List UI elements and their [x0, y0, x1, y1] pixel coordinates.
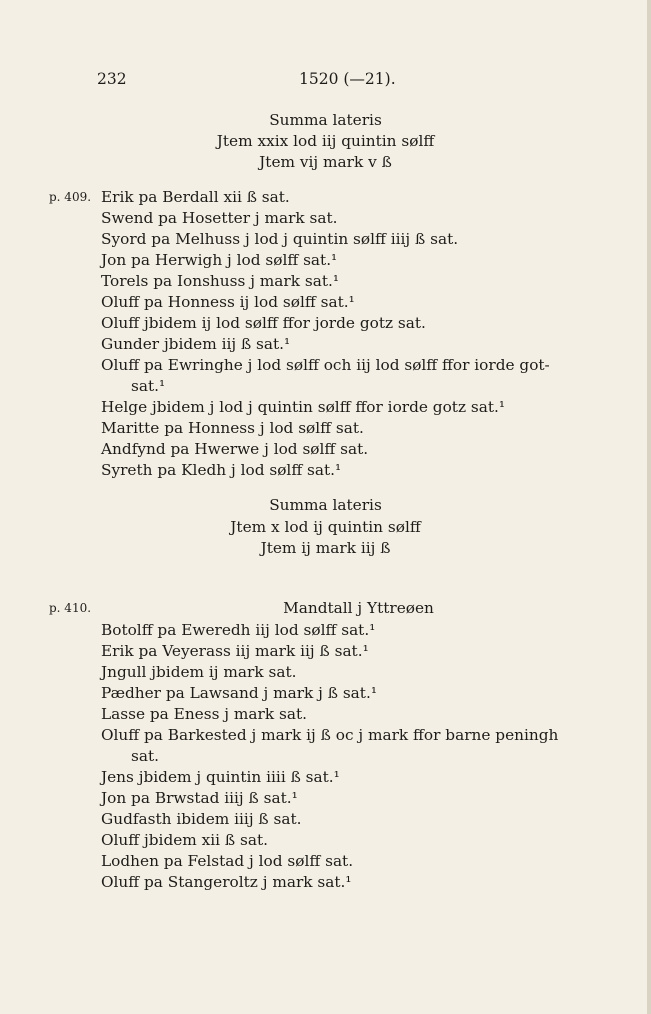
entry-line-continued: sat.¹: [131, 377, 166, 395]
entry-line-continued: sat.: [131, 747, 159, 765]
summa-total-line: Jtem vij mark v ß: [259, 153, 392, 171]
summa-lateris-heading: Summa lateris: [269, 111, 382, 129]
entry-line: Oluff jbidem xii ß sat.: [101, 831, 268, 849]
margin-reference: p. 409.: [49, 190, 92, 204]
entry-line: Oluff pa Barkested j mark ij ß oc j mark ffor barne peningh: [101, 726, 559, 744]
page-number: 232: [97, 70, 127, 88]
section-heading: Mandtall j Yttreøen: [283, 599, 434, 617]
entry-line: Torels pa Ionshuss j mark sat.¹: [101, 272, 339, 290]
entry-line: Erik pa Veyerass iij mark iij ß sat.¹: [101, 642, 369, 660]
entry-line: Oluff pa Stangeroltz j mark sat.¹: [101, 873, 352, 891]
summa-total-line: Jtem x lod ij quintin sølff: [230, 518, 421, 536]
entry-line: Jon pa Brwstad iiij ß sat.¹: [101, 789, 298, 807]
entry-line: Helge jbidem j lod j quintin sølff ffor iorde gotz sat.¹: [101, 398, 505, 416]
entry-line: Andfynd pa Hwerwe j lod sølff sat.: [101, 440, 369, 458]
entry-line: Lasse pa Eness j mark sat.: [101, 705, 307, 723]
entry-line: Jon pa Herwigh j lod sølff sat.¹: [101, 251, 338, 269]
running-title: 1520 (—21).: [299, 70, 396, 88]
entry-line: Lodhen pa Felstad j lod sølff sat.: [101, 852, 354, 870]
entry-line: Pædher pa Lawsand j mark j ß sat.¹: [101, 684, 377, 702]
summa-total-line: Jtem ij mark iij ß: [260, 539, 391, 557]
entry-line: Oluff jbidem ij lod sølff ffor jorde gotz sat.: [101, 314, 426, 332]
summa-lateris-heading: Summa lateris: [269, 496, 382, 514]
summa-total-line: Jtem xxix lod iij quintin sølff: [216, 132, 435, 150]
entry-line: Syreth pa Kledh j lod sølff sat.¹: [101, 461, 342, 479]
entry-line: Oluff pa Honness ij lod sølff sat.¹: [101, 293, 355, 311]
entry-line: Jens jbidem j quintin iiii ß sat.¹: [101, 768, 340, 786]
entry-line: Oluff pa Ewringhe j lod sølff och iij lod sølff ffor iorde got-: [101, 356, 550, 374]
page-header: [97, 70, 597, 94]
entry-line: Botolff pa Eweredh iij lod sølff sat.¹: [101, 621, 376, 639]
entry-line: Jngull jbidem ij mark sat.: [101, 663, 297, 681]
entry-line: Maritte pa Honness j lod sølff sat.: [101, 419, 364, 437]
margin-reference: p. 410.: [49, 601, 92, 615]
entry-line: Syord pa Melhuss j lod j quintin sølff iiij ß sat.: [101, 230, 459, 248]
entry-line: Erik pa Berdall xii ß sat.: [101, 188, 290, 206]
entry-line: Gudfasth ibidem iiij ß sat.: [101, 810, 302, 828]
entry-line: Swend pa Hosetter j mark sat.: [101, 209, 338, 227]
entry-line: Gunder jbidem iij ß sat.¹: [101, 335, 291, 353]
